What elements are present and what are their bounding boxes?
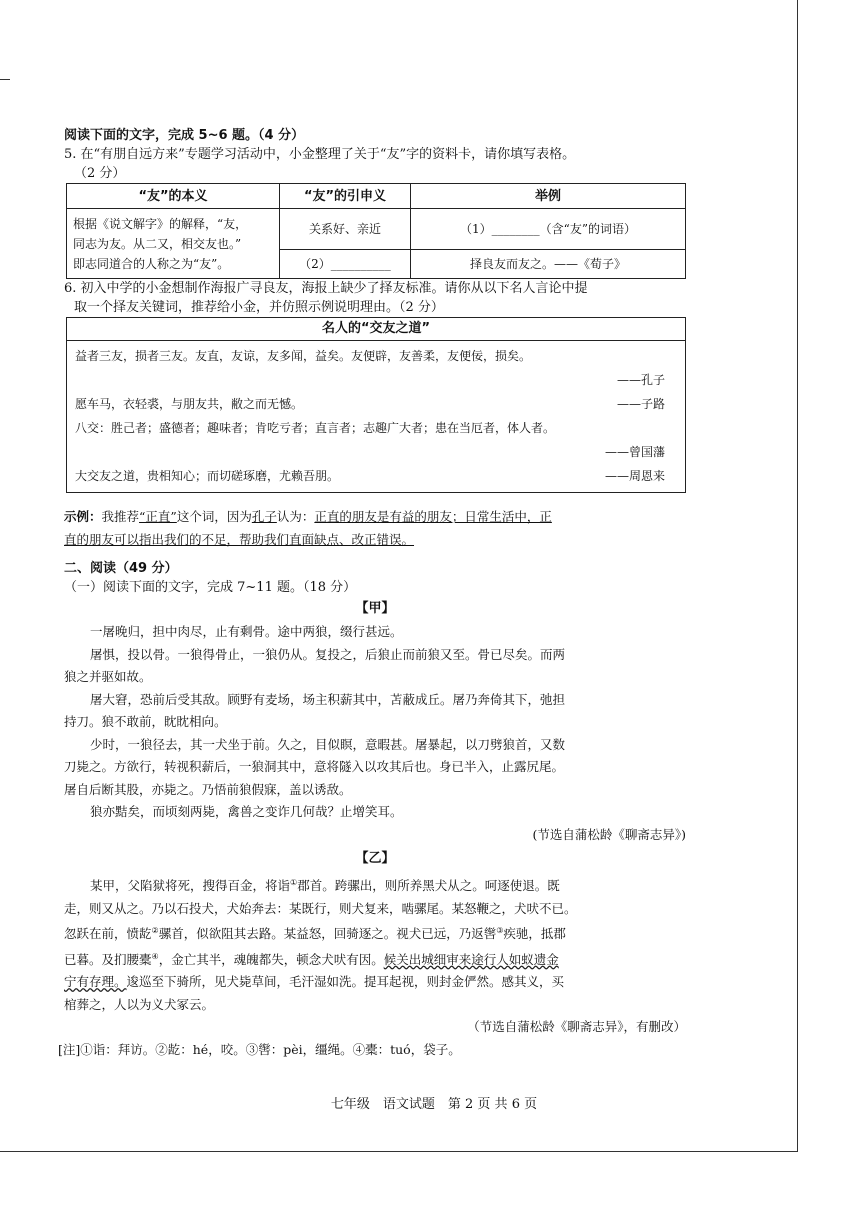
table-cell-yinshen-1: 关系好、亲近 bbox=[280, 209, 411, 250]
yi-line-6: 棺葬之，人以为义犬冢云。 bbox=[64, 996, 215, 1012]
quote-confucius: 益者三友，损者三友。友直，友谅，友多闻，益矣。友便辟，友善柔，友便佞，损矣。 bbox=[75, 349, 532, 363]
yi-source: （节选自蒲松龄《聊斋志异》，有删改） bbox=[467, 1019, 686, 1035]
jia-line-3: 狼之并驱如故。 bbox=[64, 669, 152, 684]
section-2-subtitle: （一）阅读下面的文字，完成 7~11 题。（18 分） bbox=[64, 580, 357, 595]
exam-page bbox=[58, 126, 686, 1061]
question-5-line2: （2 分） bbox=[74, 166, 126, 181]
wavy-underlined-sentence-1: 候关出城细审来途行人如蚁遗金 bbox=[383, 951, 559, 967]
table-header-yinshen: “友”的引申义 bbox=[280, 184, 411, 209]
jia-line-2: 屠惧，投以骨。一狼得骨止，一狼仍从。复投之，后狼止而前狼又至。骨已尽矣。而两 bbox=[90, 646, 566, 662]
jia-line-4: 屠大窘，恐前后受其敌。顾野有麦场，场主积薪其中，苫蔽成丘。屠乃奔倚其下，弛担 bbox=[90, 691, 566, 707]
question-5-line1: 5. 在“有朋自远方来”专题学习活动中，小金整理了关于“友”字的资料卡，请你填写表格。 bbox=[64, 147, 576, 162]
annotation-note: [注]①诣：拜访。②龁：hé，咬。③辔：pèi，缰绳。④橐：tuó，袋子。 bbox=[58, 1041, 461, 1057]
you-character-table bbox=[66, 183, 686, 279]
example-keyword: “正直” bbox=[139, 509, 177, 524]
section-intro: 阅读下面的文字，完成 5~6 题。（4 分） bbox=[64, 128, 305, 143]
passage-yi: 某甲，父陷狱将死，搜得百金，将诣①郡首。跨骡出，则所养黑犬从之。呵逐使退。既 走，则又从之。乃以石投犬，犬始奔去：某既行，则犬复来，啮骡尾。某怒鞭之，犬吠不已。 忽跃在前，愤龁②骡首，似欲阻其去路。某益怒，回骑逐之。视犬已远，乃返辔③疾驰，抵郡 已暮。及扪腰橐④，金亡其半，魂魄都失，顿念犬吠有因。候关出城细审来途行人如蚁遗金 宁有存理。逡巡至下骑所，见犬毙草间，毛汗湿如洗。提耳起视，则封金俨然。感其义，买 棺葬之，人以为义犬冢云。 （节选自蒲松龄《聊斋志异》，有删改） [注]①诣：拜访。②龁：hé，咬。③辔：pèi，缰绳。④橐：tuó，袋子。 bbox=[64, 872, 686, 1061]
table-cell-example-blank[interactable]: （1）________（含“友”的词语） bbox=[411, 209, 686, 250]
question-6-line1: 6. 初入中学的小金想制作海报广寻良友，海报上缺少了择友标准。请你从以下名人言论中提 bbox=[64, 281, 588, 296]
quote-zilu: 愿车马，衣轻裘，与朋友共，敝之而无憾。 bbox=[75, 397, 304, 411]
frame-line-bottom bbox=[0, 1151, 798, 1152]
jia-source: (节选自蒲松龄《聊斋志异》) bbox=[532, 826, 686, 842]
quote-author-confucius: ——孔子 bbox=[616, 373, 665, 387]
frame-line-left bbox=[0, 79, 10, 80]
table-header-benyi: “友”的本义 bbox=[67, 184, 280, 209]
friendship-quotes-box bbox=[66, 317, 686, 493]
jia-line-6: 少时，一狼径去，其一犬坐于前。久之，目似瞑，意暇甚。屠暴起，以刀劈狼首，又数 bbox=[90, 736, 566, 752]
quote-zhou-enlai: 大交友之道，贵相知心；而切磋琢磨，尤赖吾朋。 bbox=[75, 469, 340, 483]
jia-line-9: 狼亦黠矣，而顷刻两毙，禽兽之变诈几何哉？止增笑耳。 bbox=[90, 804, 403, 819]
jia-line-5: 持刀。狼不敢前，眈眈相向。 bbox=[64, 714, 227, 729]
page-footer: 七年级 语文试题 第 2 页 共 6 页 bbox=[330, 1097, 538, 1112]
example-reason-2: 直的朋友可以指出我们的不足，帮助我们直面缺点、改正错误。 bbox=[64, 532, 415, 547]
example-label: 示例： bbox=[64, 509, 102, 524]
yi-line-2: 走，则又从之。乃以石投犬，犬始奔去：某既行，则犬复来，啮骡尾。某怒鞭之，犬吠不已。 bbox=[64, 900, 577, 916]
table-cell-example-2: 择良友而友之。——《荀子》 bbox=[411, 250, 686, 279]
quote-zeng-guofan: 八交：胜己者；盛德者；趣味者；肯吃亏者；直言者；志趣广大者；患在当厄者，体人者。 bbox=[75, 421, 556, 435]
passage-jia bbox=[64, 621, 686, 846]
question-6-line2: 取一个择友关键词，推荐给小金，并仿照示例说明理由。（2 分） bbox=[74, 300, 444, 315]
jia-line-1: 一屠晚归，担中肉尽，止有剩骨。途中两狼，缀行甚远。 bbox=[90, 624, 403, 639]
quote-author-zeng-guofan: ——曾国藩 bbox=[604, 445, 665, 459]
passage-jia-title: 【甲】 bbox=[355, 601, 395, 616]
example-person: 孔子 bbox=[251, 509, 277, 524]
frame-line-right bbox=[797, 0, 798, 1151]
quote-author-zilu: ——子路 bbox=[616, 397, 665, 411]
passage-yi-title: 【乙】 bbox=[355, 851, 395, 866]
section-2-title: 二、阅读（49 分） bbox=[64, 561, 178, 576]
jia-line-8: 屠自后断其股，亦毙之。乃悟前狼假寐，盖以诱敌。 bbox=[64, 781, 352, 797]
table-cell-yinshen-blank[interactable]: （2）__________ bbox=[280, 250, 411, 279]
wavy-underlined-sentence-2: 宁有存理。 bbox=[64, 974, 127, 990]
jia-line-7: 刀毙之。方欲行，转视积薪后，一狼洞其中，意将隧入以攻其后也。身已半入，止露尻尾。 bbox=[64, 759, 565, 774]
table-header-example: 举例 bbox=[411, 184, 686, 209]
example-answer: 示例：我推荐“正直”这个词，因为孔子认为：正直的朋友是有益的朋友；日常生活中，正 直的朋友可以指出我们的不足，帮助我们直面缺点、改正错误。 bbox=[64, 509, 552, 547]
table-cell-benyi: 根据《说文解字》的解释，“友， 同志为友。从二又，相交友也。” 即志同道合的人称之为“友”。 bbox=[67, 209, 280, 279]
example-reason-1: 正直的朋友是有益的朋友；日常生活中，正 bbox=[314, 509, 552, 524]
quote-author-zhou-enlai: ——周恩来 bbox=[604, 469, 665, 483]
quotes-box-title: 名人的“交友之道” bbox=[67, 318, 685, 341]
